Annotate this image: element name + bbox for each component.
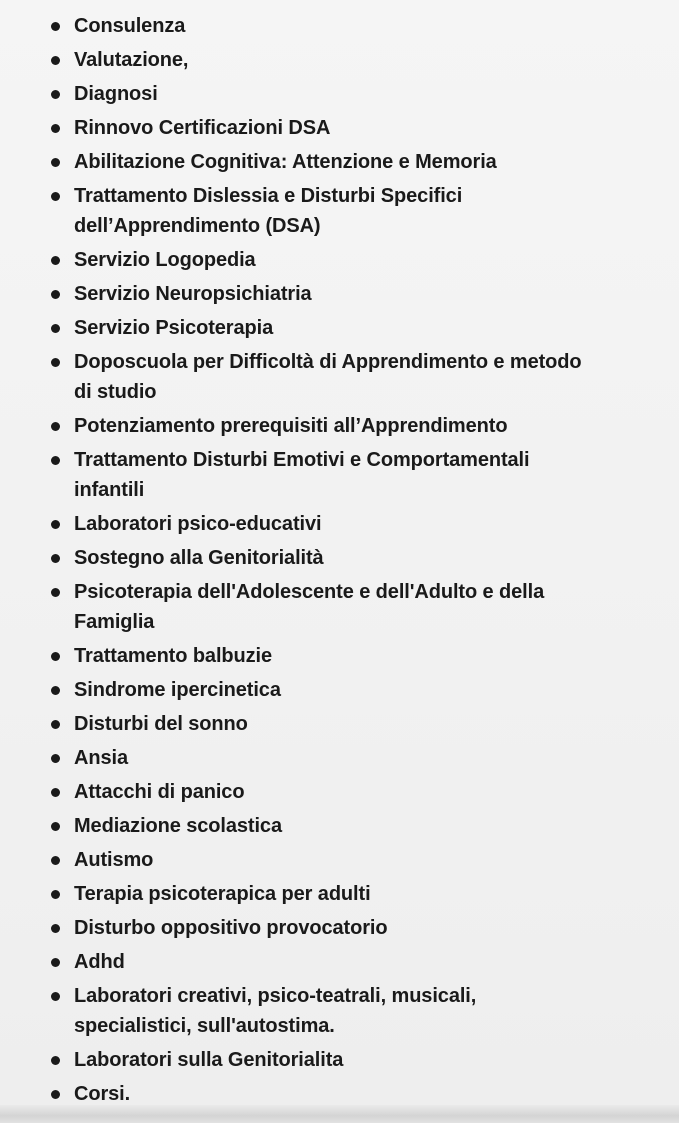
bullet-icon (51, 520, 60, 529)
list-item (0, 913, 679, 943)
services-list (0, 11, 679, 1113)
list-item-label: Ansia (74, 747, 128, 769)
bullet-icon (51, 588, 60, 597)
list-item-label: Sindrome ipercinetica (74, 679, 281, 701)
list-item-label: Autismo (74, 849, 154, 871)
bullet-icon (51, 158, 60, 167)
bullet-icon (51, 422, 60, 431)
list-item (0, 675, 679, 705)
bullet-icon (51, 256, 60, 265)
bullet-icon (51, 992, 60, 1001)
list-item (0, 509, 679, 539)
list-item (0, 709, 679, 739)
list-item (0, 245, 679, 275)
bullet-icon (51, 856, 60, 865)
list-item-label: Servizio Psicoterapia (74, 317, 274, 339)
bullet-icon (51, 22, 60, 31)
list-item (0, 577, 679, 637)
list-item-label: Disturbo oppositivo provocatorio (74, 917, 388, 939)
list-item-label: Laboratori sulla Genitorialita (74, 1049, 344, 1071)
list-item-label: Servizio Logopedia (74, 249, 256, 271)
list-item (0, 347, 679, 407)
list-item (0, 279, 679, 309)
bullet-icon (51, 358, 60, 367)
bullet-icon (51, 324, 60, 333)
list-item-label: Rinnovo Certificazioni DSA (74, 117, 331, 139)
list-item (0, 147, 679, 177)
bullet-icon (51, 124, 60, 133)
list-item-label: Consulenza (74, 15, 186, 37)
list-item (0, 445, 679, 505)
list-item (0, 879, 679, 909)
bullet-icon (51, 456, 60, 465)
list-item-label: Valutazione, (74, 49, 189, 71)
list-item-label: Potenziamento prerequisiti all’Apprendimento (74, 415, 508, 437)
bullet-icon (51, 652, 60, 661)
list-item (0, 845, 679, 875)
list-item (0, 743, 679, 773)
bullet-icon (51, 1090, 60, 1099)
list-item-label: Doposcuola per Difficoltà di Apprendimento e metodo di studio (74, 351, 582, 403)
list-item (0, 947, 679, 977)
list-item (0, 45, 679, 75)
bullet-icon (51, 90, 60, 99)
list-item (0, 1045, 679, 1075)
list-item-label: Trattamento balbuzie (74, 645, 273, 667)
bullet-icon (51, 788, 60, 797)
list-item-label: Terapia psicoterapica per adulti (74, 883, 371, 905)
list-item (0, 11, 679, 41)
list-item (0, 313, 679, 343)
bullet-icon (51, 822, 60, 831)
list-item (0, 79, 679, 109)
list-item (0, 641, 679, 671)
bullet-icon (51, 56, 60, 65)
list-item (0, 181, 679, 241)
list-item-label: Corsi. (74, 1083, 131, 1105)
list-item-label: Laboratori creativi, psico-teatrali, musicali, specialistici, sull'autostima. (74, 985, 477, 1037)
bullet-icon (51, 958, 60, 967)
list-item-label: Laboratori psico-educativi (74, 513, 322, 535)
list-item (0, 543, 679, 573)
list-item-label: Adhd (74, 951, 125, 973)
list-item-label: Trattamento Disturbi Emotivi e Comportamentali infantili (74, 449, 530, 501)
list-item (0, 777, 679, 807)
list-item-label: Trattamento Dislessia e Disturbi Specifici dell’Apprendimento (DSA) (74, 185, 463, 237)
list-item-label: Diagnosi (74, 83, 158, 105)
bullet-icon (51, 554, 60, 563)
list-item (0, 411, 679, 441)
list-item-label: Attacchi di panico (74, 781, 245, 803)
list-item-label: Disturbi del sonno (74, 713, 248, 735)
list-item (0, 113, 679, 143)
bullet-icon (51, 924, 60, 933)
list-item (0, 811, 679, 841)
bullet-icon (51, 1056, 60, 1065)
list-item (0, 981, 679, 1041)
bullet-icon (51, 290, 60, 299)
list-item-label: Psicoterapia dell'Adolescente e dell'Adulto e della Famiglia (74, 581, 545, 633)
bullet-icon (51, 754, 60, 763)
bullet-icon (51, 192, 60, 201)
list-item-label: Mediazione scolastica (74, 815, 282, 837)
list-item-label: Servizio Neuropsichiatria (74, 283, 312, 305)
list-item-label: Sostegno alla Genitorialità (74, 547, 324, 569)
bullet-icon (51, 890, 60, 899)
bullet-icon (51, 686, 60, 695)
list-item-label: Abilitazione Cognitiva: Attenzione e Memoria (74, 151, 497, 173)
bottom-edge (0, 1105, 679, 1123)
bullet-icon (51, 720, 60, 729)
